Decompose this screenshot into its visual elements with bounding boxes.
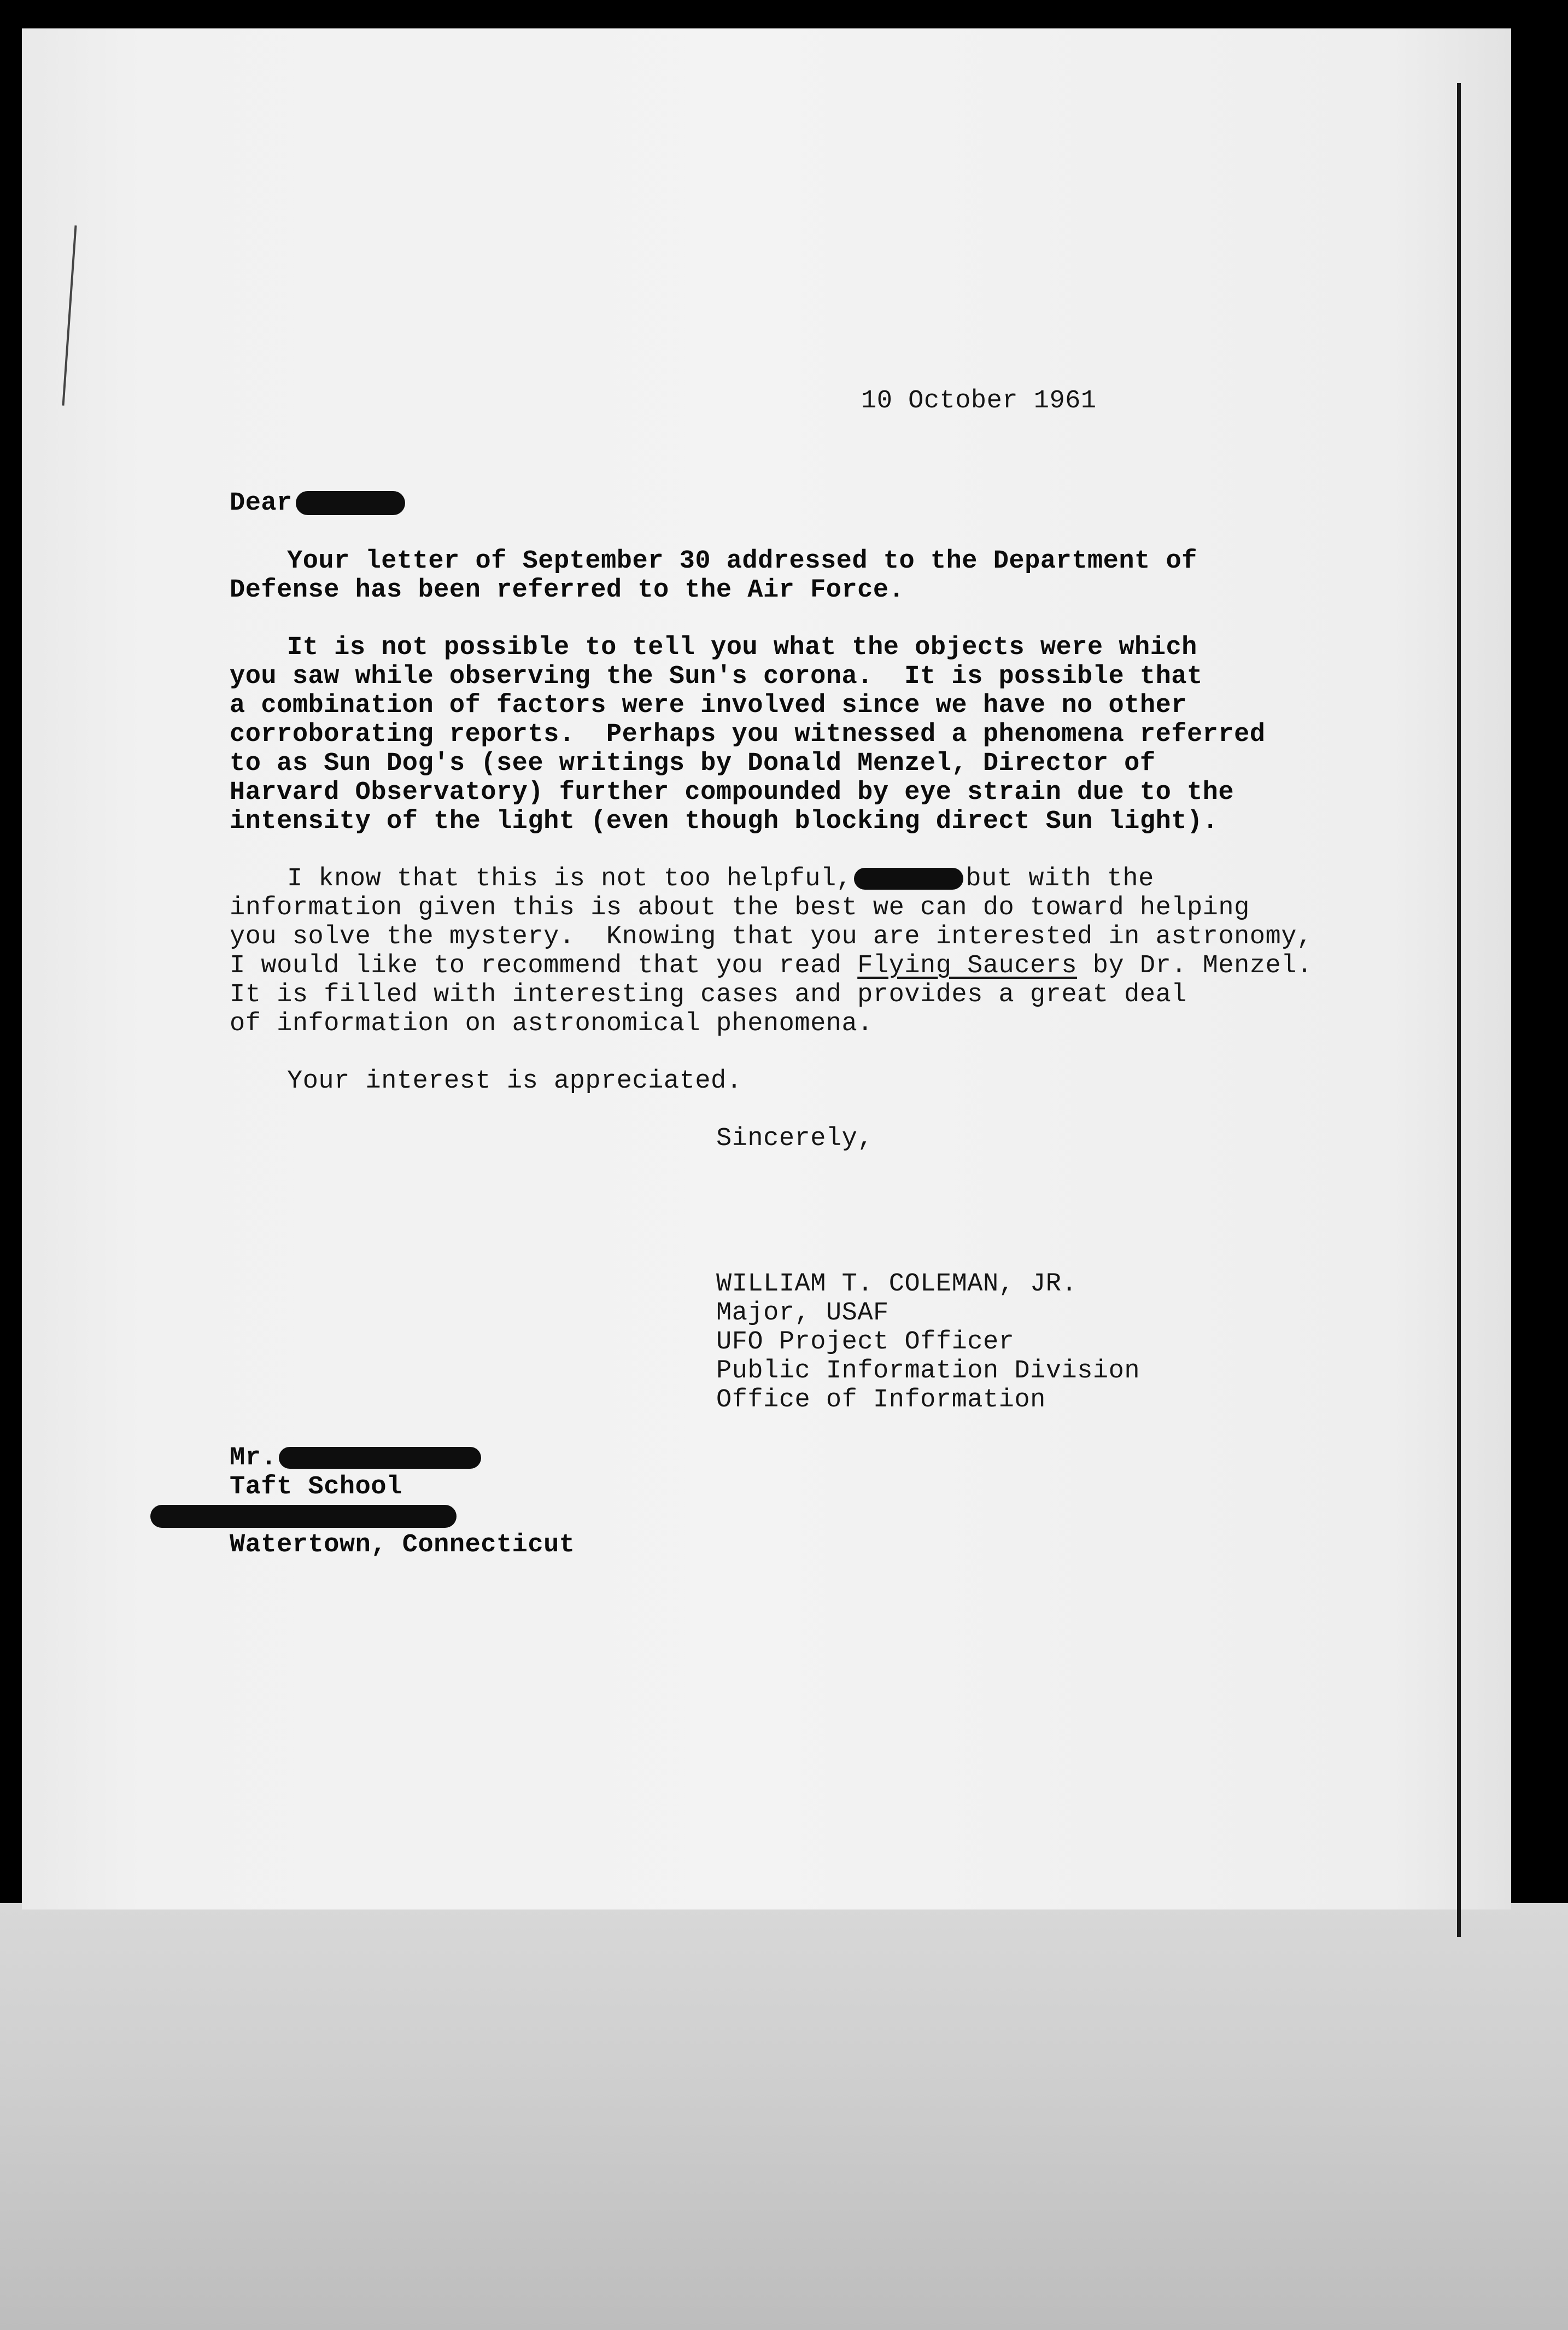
paragraph-1-line-1: Your letter of September 30 addressed to the Department of <box>287 547 1197 576</box>
paragraph-2-line-3: a combination of factors were involved since we have no other <box>230 691 1187 720</box>
scan-background <box>0 1903 1568 2330</box>
paragraph-2-line-1: It is not possible to tell you what the objects were which <box>287 633 1197 662</box>
paragraph-3-line-1 <box>287 865 1154 894</box>
signer-name: WILLIAM T. COLEMAN, JR. <box>716 1270 1078 1299</box>
paragraph-1-line-2: Defense has been referred to the Air Force. <box>230 576 905 605</box>
redacted-name <box>296 491 405 515</box>
paragraph-4: Your interest is appreciated. <box>287 1067 742 1096</box>
address-city: Watertown, Connecticut <box>230 1531 575 1560</box>
redacted-name <box>854 868 963 890</box>
signer-rank: Major, USAF <box>716 1299 889 1328</box>
signer-office: Office of Information <box>716 1386 1046 1415</box>
signer-division: Public Information Division <box>716 1357 1140 1386</box>
paragraph-3-line-3: you solve the mystery. Knowing that you are interested in astronomy, <box>230 922 1313 951</box>
salutation-text: Dear <box>230 489 292 518</box>
paragraph-2-line-5: to as Sun Dog's (see writings by Donald Menzel, Director of <box>230 749 1156 778</box>
paragraph-3-line-2: information given this is about the best we can do toward helping <box>230 894 1250 922</box>
margin-mark <box>62 225 77 405</box>
address-school: Taft School <box>230 1473 402 1502</box>
paragraph-2-line-4: corroborating reports. Perhaps you witnessed a phenomena referred <box>230 720 1266 749</box>
paragraph-2-line-7: intensity of the light (even though blocking direct Sun light). <box>230 807 1219 836</box>
paragraph-3-line-4-end: by Dr. Menzel. <box>1077 951 1313 980</box>
paragraph-3-line-1-end: but with the <box>966 865 1154 894</box>
address-prefix: Mr. <box>230 1444 277 1473</box>
paragraph-3-line-5: It is filled with interesting cases and provides a great deal <box>230 980 1187 1009</box>
page-edge-line <box>1457 83 1461 1937</box>
paragraph-2-line-6: Harvard Observatory) further compounded by eye strain due to the <box>230 778 1234 807</box>
redacted-address-line <box>150 1505 457 1528</box>
paragraph-3-line-1-start: I know that this is not too helpful, <box>287 865 852 894</box>
redacted-name <box>279 1447 481 1469</box>
letter-date: 10 October 1961 <box>861 387 1097 416</box>
letter-page <box>22 28 1511 1909</box>
signer-title: UFO Project Officer <box>716 1328 1015 1357</box>
address-line-1 <box>230 1444 481 1473</box>
closing: Sincerely, <box>716 1124 874 1153</box>
salutation <box>230 489 405 518</box>
paragraph-3-line-6: of information on astronomical phenomena. <box>230 1009 873 1038</box>
paragraph-3-line-4 <box>230 951 1313 980</box>
paragraph-3-line-4-start: I would like to recommend that you read <box>230 951 858 980</box>
book-title: Flying Saucers <box>857 951 1078 980</box>
paragraph-2-line-2: you saw while observing the Sun's corona. It is possible that <box>230 662 1203 691</box>
